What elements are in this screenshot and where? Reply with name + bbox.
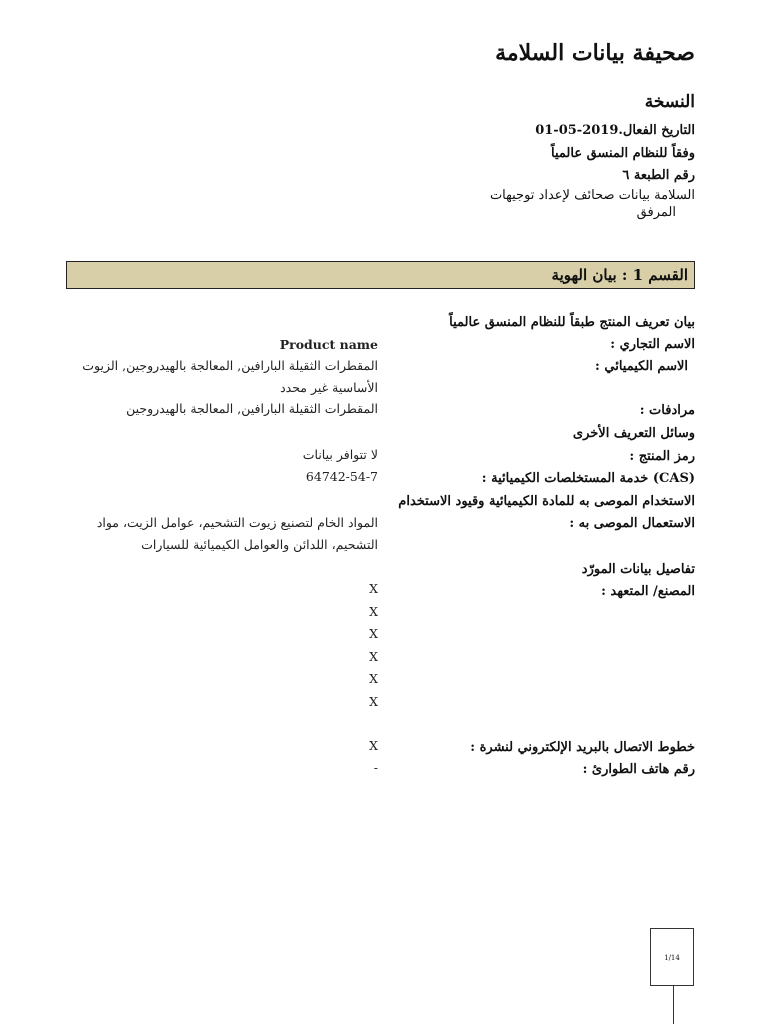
guidance-line-1: السلامة بيانات صحائف لإعداد توجيهات — [489, 188, 695, 203]
product-code-label: رمز المنتج : — [629, 449, 695, 464]
supplier-heading: تفاصيل بيانات المورّد — [581, 562, 695, 577]
manufacturer-value: X — [369, 694, 378, 709]
guidance-line-2: المرفق — [636, 205, 676, 220]
effective-date: التاريخ الفعال.2019-05-01 — [535, 123, 695, 138]
page-number-box — [650, 928, 694, 986]
emergency-phone-value: - — [373, 760, 378, 775]
manufacturer-value: X — [369, 649, 378, 664]
recommended-use-value: المواد الخام لتصنيع زيوت التشحيم، عوامل الزيت، مواد التشحيم، اللدائن والعوامل الكيميائية للسيارات — [96, 515, 378, 552]
product-id-heading: بيان تعريف المنتج طبقاً للنظام المنسق عالمياً — [449, 315, 695, 330]
page-number: 1/14 — [664, 954, 680, 962]
manufacturer-label: المصنع/ المتعهد : — [601, 584, 695, 599]
page-title: صحيفة بيانات السلامة — [495, 40, 695, 66]
edition-number: رقم الطبعة ٦ — [622, 168, 695, 183]
manufacturer-value: X — [369, 671, 378, 686]
cas-value: 64742-54-7 — [305, 469, 378, 484]
manufacturer-value: X — [369, 626, 378, 641]
synonyms-value: المقطرات الثقيلة البارافين, المعالجة بالهيدروجين — [126, 401, 378, 416]
trade-name-label: الاسم التجاري : — [610, 337, 695, 352]
cas-label: (CAS) خدمة المستخلصات الكيميائية : — [481, 471, 695, 486]
trade-name-value: Product name — [279, 337, 378, 352]
emergency-phone-label: رقم هاتف الطوارئ : — [582, 762, 695, 777]
chemical-name-label: الاسم الكيميائي : — [595, 359, 688, 374]
other-id-heading: وسائل التعريف الأخرى — [572, 426, 695, 441]
email-value: X — [369, 738, 378, 753]
recommended-use-heading: الاستخدام الموصى به للمادة الكيميائية وقيود الاستخدام — [398, 494, 695, 509]
synonyms-label: مرادفات : — [639, 403, 695, 418]
manufacturer-value: X — [369, 581, 378, 596]
chemical-name-value: المقطرات الثقيلة البارافين, المعالجة بالهيدروجين, الزيوت الأساسية غير محدد — [82, 358, 378, 395]
section-1-header: القسم 1 : بيان الهوية — [66, 261, 695, 289]
email-label: خطوط الاتصال بالبريد الإلكتروني لنشرة : — [470, 740, 695, 755]
version-heading: النسخة — [644, 92, 695, 112]
ghs-compliance-note: وفقاً للنظام المنسق عالمياً — [551, 146, 695, 161]
manufacturer-value: X — [369, 604, 378, 619]
page-number-connector — [673, 986, 674, 1024]
product-code-value: لا تتوافر بيانات — [302, 447, 378, 462]
recommended-use-label: الاستعمال الموصى به : — [569, 516, 695, 531]
